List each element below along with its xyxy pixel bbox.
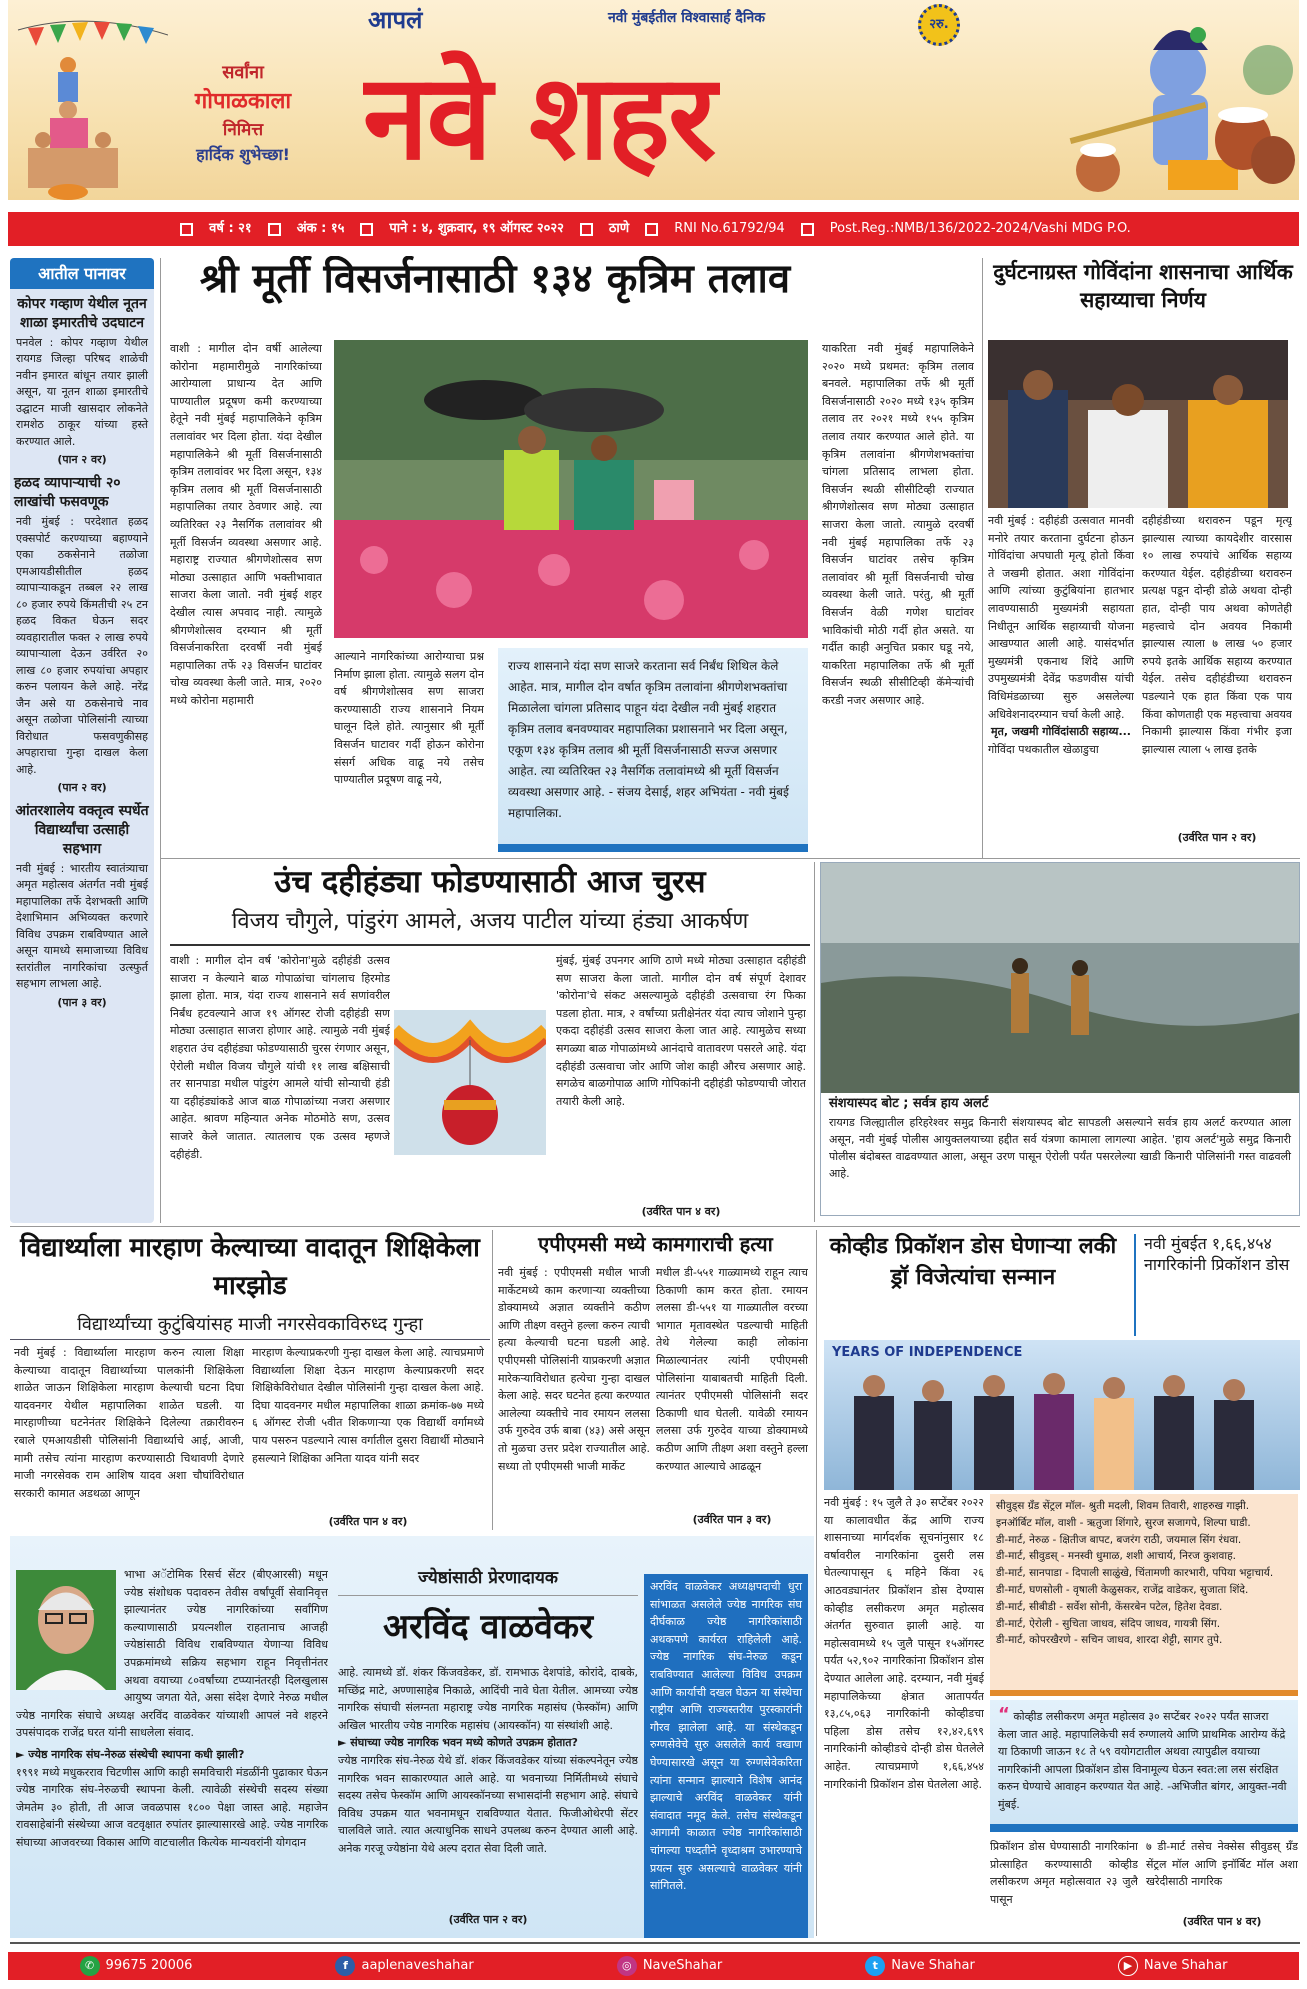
volume-label: वर्ष : २१ [209,220,252,236]
lead-column-1: वाशी : मागील दोन वर्षी आलेल्या कोरोना महामारीमुळे नागरिकांच्या आरोग्याला प्राधान्य देत आणि पाण्यातील प्रदूषण कमी करण्याच्या हेतूने नवी मुंबई महापालिकेने कृत्रिम तलावांवर भर दिला होता. यंदा देखील महापालिकेने श्री मूर्ती विसर्जनासाठी कृत्रिम तलावांवर भर दिला असून, १३४ कृत्रिम तलाव श्री मूर्ती विसर्जनासाठी महापालिका तयार ठेवणार आहे. त्या व्यतिरिक्त २३ नैसर्गिक तलावांवर श्री मूर्ती विसर्जन व्यवस्था असणार आहे. महाराष्ट्र राज्यात श्रीगणेशोत्सव सण मोठ्या उत्साहात आणि भक्तीभावात साजरा केला जातो. नवी मुंबई शहर देखील त्यास अपवाद नाही. त्यामुळे श्रीगणेशोत्सव दरम्यान श्री मूर्ती विसर्जनाकरिता दरवर्षी नवी मुंबई महापालिका तर्फे २३ विसर्जन घाटांवर चोख व्यवस्था केली जाते. मात्र, २०२० मध्ये कोरोना महामारी [170,342,322,707]
senior-body: आहे. त्यामध्ये डॉ. शंकर किंजवडेकर, डॉ. रामभाऊ देशपांडे, कोरांदे, दाबके, मच्छिंद्र माटे, अण्णासाहेब निकाळे, आदिंची नावे घेता येतील. आमच्या ज्येष्ठ नागरिक संघाची संलग्नता महाराष्ट्र ज्येष्ठ नागरिक महासंघ (फेस्कॉम) आणि अखिल भारतीय ज्येष्ठ नागरिक महासंघ (आयस्कॉन) या संस्थांशी आहे. [338,1666,638,1732]
dahihandi-column-2: मुंबई, मुंबई उपनगर आणि ठाणे मध्ये मोठ्या उत्साहात दहीहंडी सण साजरा केला जातो. मागील दोन वर्ष संपूर्ण देशावर 'कोरोना'चे संकट असल्यामुळे दहीहंडी उत्सवाचा रंग फिका पडला होता. मात्र, २ वर्षांच्या प्रतीक्षेनंतर यंदा त्याच जोशाने पुन्हा एकदा दहीहंडी उत्सव साजरा केला जात आहे. त्यामुळेच सध्या सगळ्या बाळ गोपाळांमध्ये आनंदाचे वातावरण पसरले आहे. यंदा दहीहंडी उत्सवाचा जोर आणि जोश काही औरच असणार आहे. सगळेच बाळगोपाळ आणि गोपिकांनी दहीहंडी फोडण्याची जोरात तयारी केली आहे. [556,954,806,1108]
govinda-column-1 [988,512,1134,852]
feature-headline[interactable]: अरविंद वाळवेकर [383,1607,593,1647]
footer-label: aaplenaveshahar [361,1957,474,1973]
winner-entry: डी-मार्ट, सीबीडी - सर्वेश सोनी, केंसरबेन पटेल, हितेश देवडा. [996,1600,1223,1613]
govinda-headline[interactable]: दुर्घटनाग्रस्त गोविंदांना शासनाचा आर्थिक सहाय्याचा निर्णय [993,260,1293,313]
interview-answer: १९९१ मध्ये मधुकरराव चिटणीस आणि काही समविचारी मंडळींनी पुढाकार घेऊन ज्येष्ठ नागरिक संघ-नेरुळची स्थापना केली. त्यावेळी संस्थेची सदस्य संख्या जेमतेम ३० होती, ती आज जवळपास १८०० पेक्षा जास्त आहे. महाजेन रावसाहेबांनी संस्थेच्या आज वटवृक्षात रुपांतर झाल्यासारखे आहे. ज्येष्ठ नागरिक संघाच्या आजवरच्या विकास आणि वाटचालीत कित्येक मान्यवरांनी योगदान [16,1765,328,1849]
dahi-handi-pot-photo [394,1010,546,1155]
sidebar-header: आतील पानावर [10,258,154,289]
story-title[interactable]: कोपर गव्हाण येथील नूतन शाळा इमारतीचे उदघाटन [17,296,147,332]
continued-link[interactable]: (उर्वरित पान २ वर) [1177,831,1257,844]
covid-winners-photo [824,1340,1300,1490]
lead-column-2: आल्याने नागरिकांच्या आरोग्याचा प्रश्न निर्माण झाला होता. त्यामुळे सलग दोन वर्ष श्रीगणेशोत्सव सण साजरा करण्यासाठी राज्य शासनाने नियम घालून दिले होते. त्यानुसार श्री मूर्ती विसर्जन घाटावर गर्दी होऊन कोरोना संसर्ग अधिक वाढू नये तसेच पाण्यातील प्रदूषण वाढू नये, [334,650,484,787]
section-divider [10,1942,1300,1944]
story-title[interactable]: हळद व्यापाऱ्याची २० लाखांची फसवणूक [14,475,121,511]
section-divider [160,858,1300,859]
continued-link[interactable]: (उर्वरित पान ४ वर) [1182,1915,1262,1928]
teacher-headline[interactable]: विद्यार्थ्याला मारहाण केल्याच्या वादातून शिक्षिकेला मारझोड [20,1233,480,1301]
winner-entry: डी-मार्ट, सीवुडस् - मनस्वी धुमाळ, शशी आचार्य, निरज कुशवाह. [996,1550,1236,1563]
continued-link[interactable]: (पान २ वर) [57,781,107,795]
bullet-square-icon [645,223,658,236]
apmc-column-1: नवी मुंबई : एपीएमसी मधील भाजी मार्केटमध्ये काम करणाऱ्या व्यक्तीच्या डोक्यामध्ये अज्ञात व्यक्तीने कठीण आणि तीक्ष्ण वस्तुने हल्ला करुन त्याची हत्या केल्याची घटना घडली आहे. एपीएमसी पोलिसांनी याप्रकरणी अज्ञात मारेकऱ्याविरोधात हत्येचा गुन्हा दाखल केला आहे. सदर घटनेत हत्या करण्यात आलेल्या व्यक्तीचे नाव रमायन ललसा उर्फ गुरुदेव उर्फ बाबा (४३) असे असून तो मुळचा उत्तर प्रदेश राज्यातील आहे. सध्या तो एपीएमसी भाजी मार्केट [498,1266,650,1473]
people-silhouettes [824,1366,1300,1490]
column-divider [982,258,983,858]
youtube-link[interactable] [1118,1956,1228,1976]
covid-stat-box: नवी मुंबईत १,६६,४५४ नागरिकांनी प्रिकॉशन डोस [1134,1234,1298,1336]
bullet-square-icon [580,223,593,236]
instagram-icon: ◎ [617,1956,637,1976]
lucky-draw-winners-list [990,1494,1298,1696]
idol-immersion-photo [334,340,808,638]
continued-link[interactable]: (पान ३ वर) [57,995,107,1009]
date-label: पाने : ४, शुक्रवार, १९ ऑगस्ट २०२२ [389,220,564,236]
sidebar-story[interactable] [10,295,154,468]
continued-link[interactable]: (पान २ वर) [57,453,107,467]
social-footer [8,1952,1299,1980]
logo-prefix: आपलं [368,6,423,34]
greeting-line: गोपाळकाला [194,89,292,115]
interview-answer: ज्येष्ठ नागरिक संघ-नेरुळ येथे डॉ. शंकर किंजवडेकर यांच्या संकल्पनेतून ज्येष्ठ नागरिक भवन साकारण्यात आले आहे. या भवनाच्या निर्मितीमध्ये संघाचे सदस्य तसेच फेस्कॉम आणि आयस्कॉनच्या सभासदांनी सहभाग आहे. संघाचे विविध उपक्रम यात भवनामधून राबविण्यात येतात. फिजीओथेरपी सेंटर चालविले जाते. त्यात अत्याधुनिक साधने उपलब्ध करुन देण्यात आली आहे. अनेक गरजू ज्येष्ठांना येथे अल्प दरात सेवा दिली जाते. [338,1753,638,1855]
dahihandi-column-1: वाशी : मागील दोन वर्ष 'कोरोना'मुळे दहीहंडी उत्सव साजरा न केल्याने बाळ गोपाळांचा चांगलाच हिरमोड झाला होता. मात्र, यंदा राज्य शासनाने सर्व सणांवरील निर्बंध हटवल्याने आज १९ ऑगस्ट रोजी दहीहंडी सण मोठ्या उत्साहात साजरा होणार आहे. त्यामुळे नवी मुंबई शहरात उंच दहीहंड्या फोडण्यासाठी चुरस रंगणार असून, ऐरोली मधील विजय चौगुले यांची ११ लाख बक्षिसाची तर सानपाडा मधील पांडुरंग आमले यांची सोन्याची हंडी या दहीहंड्यांकडे आज बाळ गोपाळांच्या नजरा असणार आहेत. श्रावण महिन्यात अनेक मोठमोठे सण, उत्सव साजरे केले जातात. त्यातलाच एक उत्सव म्हणजे दहीहंडी. [170,954,390,1161]
senior-column-2 [338,1664,638,1904]
whatsapp-link[interactable] [80,1956,193,1976]
story-title[interactable]: आंतरशालेय वक्तृत्व स्पर्धेत विद्यार्थ्यांचा उत्साही सहभाग [15,803,149,857]
winner-entry: डी-मार्ट, घणसोली - वृषाली केळुसकर, राजेंद्र वाडेकर, सुजाता शिंदे. [996,1583,1249,1596]
column-divider [492,1230,493,1530]
quote-mark-icon: “ [998,1704,1010,1725]
question-text: संघाच्या ज्येष्ठ नागरिक भवन मध्ये कोणते उपक्रम होतात? [350,1736,578,1750]
dahihandi-subheadline: विजय चौगुले, पांडुरंग आमले, अजय पाटील यांच्या हंड्या आकर्षण [170,906,810,946]
commissioner-quote: कोव्हीड लसीकरण अमृत महोत्सव ३० सप्टेंबर २०२२ पर्यंत साजरा केला जात आहे. महापालिकेची सर्व रुग्णालये आणि प्राथमिक आरोग्य केंद्रे या ठिकाणी जाऊन १८ ते ५९ वयोगटातील अथवा त्यापुढील वयाच्या नागरिकांनी आपला प्रिकॉशन डोस विनामूल्य घेऊन स्वत:ला लस संरक्षित करुन घेण्याचे आवाहन करण्यात येत आहे. -अभिजीत बांगर, आयुक्त-नवी मुंबई. [998,1710,1287,1811]
interview-question: ► संघाच्या ज्येष्ठ नागरिक भवन मध्ये कोणते उपक्रम होतात? [338,1736,578,1750]
newspaper-logo: नवे शहर [363,48,715,186]
engineer-quote-box: राज्य शासनाने यंदा सण साजरे करताना सर्व निर्बंध शिथिल केले आहेत. मात्र, मागील दोन वर्षात कृत्रिम तलावांना श्रीगणेशभक्तांचा मिळालेला चांगला प्रतिसाद पाहून यंदा देखील नवी मुंबई शहरात कृत्रिम तलाव बनवण्यावर महापालिका प्रशासनाने भर दिला असून, एकूण १३४ कृत्रिम तलाव श्री मूर्ती विसर्जनासाठी सज्ज असणार आहेत. त्या व्यतिरिक्त २३ नैसर्गिक तलावांमध्ये श्री मूर्ती विसर्जन व्यवस्था असणार आहे. - संजय देसाई, शहर अभियंता - नवी मुंबई महापालिका. [498,648,808,852]
covid-headline[interactable]: कोव्हीड प्रिकॉशन डोस घेणाऱ्या लकी ड्रॉ विजेत्यांचा सन्मान [829,1234,1117,1290]
covid-column-2: प्रिकॉशन डोस घेण्यासाठी नागरिकांना प्रोत्साहित करण्यासाठी कोव्हीड लसीकरण अमृत महोत्सवात २३ जुलै पासून [990,1840,1138,1906]
photo-banner-text: YEARS OF INDEPENDENCE [832,1345,1023,1360]
festival-greeting [168,60,318,166]
story-body: नवी मुंबई : भारतीय स्वातंत्र्याचा अमृत महोत्सव अंतर्गत नवी मुंबई महापालिका तर्फे देशभक्ती आणि देशाभिमान अभिव्यक्त करणारे विविध उपक्रम राबविण्यात आले असून यामध्ये समाजाच्या विविध स्तरांतील नागरिकांचा उत्स्फुर्त सहभाग लाभला आहे. [16,861,148,991]
teacher-column-1: नवी मुंबई : विद्यार्थ्याला मारहाण करुन त्याला शिक्षा केल्याच्या वादातून विद्यार्थ्याच्या पालकांनी शिक्षिकेला शाळेत जाऊन शिक्षिकेला मारहाण केल्याची घटना दिघा यादवनगर येथील महापालिका शाळेत घडली. या मारहाणीच्या घटनेनंतर शिक्षिकेने दिलेल्या तक्रारीवरुन रबाले एमआयडीसी पोलिसांनी विद्यार्थ्याचे आई, आजी, मामी तसेच त्यांना मारहाण करण्यासाठी चिथावणी देणारे माजी नगरसेवक राम आशिष यादव अशा चौघांविरोधात सरकारी कामात अडथळा आणून [14,1346,244,1500]
footer-label: NaveShahar [642,1957,723,1973]
issue-label: अंक : १५ [296,220,345,236]
footer-label: Nave Shahar [891,1957,975,1973]
twitter-link[interactable] [865,1956,975,1976]
winner-entry: डी-मार्ट, कोपरखैरणे - सचिन जाधव, शारदा शेट्टी, सागर तुपे. [996,1634,1223,1647]
continued-link[interactable]: (उर्वरित पान ४ वर) [328,1515,408,1528]
govinda-body: नवी मुंबई : दहीहंडी उत्सवात मानवी मनोरे तयार करताना दुर्घटना होऊन गोविंदांचा अपघाती मृत्यू होतो किंवा ते जखमी होतात. अशा गोविंदांना आणि त्यांच्या कुटुंबियांना हातभार लावण्यासाठी मुख्यमंत्री सहायता निधीतून आर्थिक सहाय्याची योजना आखण्यात आली आहे. यासंदर्भात मुख्यमंत्री एकनाथ शिंदे आणि उपमुख्यमंत्री देवेंद्र फडणवीस यांची विधिमंडळाच्या सुरु असलेल्या अधिवेशनादरम्यान चर्चा केली आहे. [988,514,1134,721]
injured-govinda-photo [988,340,1288,508]
whatsapp-icon: ✆ [80,1956,100,1976]
apmc-headline[interactable]: एपीएमसी मध्ये कामगाराची हत्या [538,1232,773,1256]
city-label: ठाणे [608,220,630,236]
winner-entry: डी-मार्ट, नेरुळ - क्षितीज बापट, बजरंग राठी, जयमाल सिंग रंधवा. [996,1533,1242,1546]
senior-intro: भाभा अॅटोमिक रिसर्च सेंटर (बीएआरसी) मधून ज्येष्ठ संशोधक पदावरुन तेवीस वर्षांपूर्वी सेवानिवृत्त झाल्यानंतर ज्येष्ठ नागरिकांच्या सर्वांगिण कल्याणासाठी प्रयत्नशील राहतानाच आजही ज्येष्ठांसाठी विविध राबविण्यात येणाऱ्या विविध उपक्रमांमध्ये सक्रिय सहभाग राहून निवृत्तीनंतर अथवा वयाच्या ८०वर्षांच्या टप्प्यानंतरही दिलखुलास आयुष्य जगता येते, असा संदेश देणारे नेरुळ मधील ज्येष्ठ नागरिक संघाचे अध्यक्ष अरविंद वाळवेकर यांच्याशी आपलं नवे शहरने उपसंपादक राजेंद्र घरत यांनी साधलेला संवाद. [16,1568,328,1740]
facebook-link[interactable] [335,1956,473,1976]
feature-kicker: ज्येष्ठांसाठी प्रेरणादायक [338,1566,638,1596]
bullet-square-icon [180,223,193,236]
section-divider [10,1226,1300,1227]
sidebar-story[interactable] [10,802,154,1011]
edition-info-bar [8,212,1299,246]
lead-headline[interactable]: श्री मूर्ती विसर्जनासाठी १३४ कृत्रिम तलाव [199,256,791,302]
twitter-icon: t [865,1956,885,1976]
apmc-column-2: मधील डी-५५१ गाळ्यामध्ये राहून त्याच ठिकाणी काम करत होता. रमायन ललसा डी-५५१ या गाळ्यातील वरच्या भागात मृतावस्थेत पडल्याची माहिती तेथे गेलेल्या काही लोकांना मिळाल्यानंतर त्यांनी एपीएमसी पोलिसांना याबाबतची माहिती दिली. त्यानंतर एपीएमसी पोलिसांनी सदर ठिकाणी धाव घेतली. यावेळी रमायन ललसा उर्फ गुरुदेव याच्या डोक्यामध्ये कठीण आणि तीक्ष्ण अशा वस्तुने हल्ला करण्यात आल्याचे आढळून [656,1266,808,1473]
dahihandi-headline[interactable]: उंच दहीहंड्या फोडण्यासाठी आज चुरस [274,864,706,900]
covid-column-1: नवी मुंबई : १५ जुलै ते ३० सप्टेंबर २०२२ या कालावधीत केंद्र आणि राज्य शासनाच्या मार्गदर्शक सूचनांनुसार १८ वर्षावरील नागरिकांना दुसरी लस घेतल्यापासून ६ महिने किंवा २६ आठवड्यानंतर प्रिकॉशन डोस देण्यास कोव्हीड लसीकरण अमृत महोत्सव अंतर्गत सुरुवात झाली आहे. या महोत्सवामध्ये १५ जुलै पासून १५ऑगस्ट पर्यंत ५२,९०२ नागरिकांना प्रिकॉशन डोस देण्यात आलेला आहे. दरम्यान, नवी मुंबई महापालिकेच्या क्षेत्रात आतापर्यंत १३,८५,०६३ नागरिकांनी कोव्हीडचा पहिला डोस तसेच १२,४२,६९९ नागरिकांनी कोव्हीडचे दोन्ही डोस घेतलेले आहेत. त्याचप्रमाणे १,६६,४५४ नागरिकांनी प्रिकॉशन डोस घेतलेला आहे. [824,1496,984,1791]
lead-column-3: याकरिता नवी मुंबई महापालिकेने २०२० मध्ये प्रथमत: कृत्रिम तलाव बनवले. महापालिका तर्फे श्री मूर्ती विसर्जनासाठी २०२० मध्ये १३५ कृत्रिम तलाव तर २०२१ मध्ये १५५ कृत्रिम तलाव तयार करण्यात आले होते. या कृत्रिम तलावांना श्रीगणेशभक्तांचा चांगला प्रतिसाद लाभला होता. विसर्जन स्थळी सीसीटिव्ही राज्यात श्रीगणेशोत्सव सण मोठ्या उत्साहात साजरा केला जातो. त्यामुळे दरवर्षी नवी मुंबई महापालिका तर्फे २३ विसर्जन घाटांवर तसेच कृत्रिम तलावांवर श्री मूर्ती विसर्जनाची चोख व्यवस्था केली जाते. परंतु, श्री मूर्ती विसर्जन वेळी गणेश घाटांवर भाविकांची मोठी गर्दी होत असते. या गर्दीत काही अनुचित प्रकार घडू नये, याकरिता महापालिका तर्फे श्री मूर्ती विसर्जन स्थळी सीसीटिव्ही कॅमेऱ्यांची करडी नजर असणार आहे. [822,342,974,707]
winner-entry: डी-मार्ट, ऐरोली - सुचिता जाधव, संदिप जाधव, गायत्री सिंग. [996,1617,1221,1630]
youtube-icon: ▶ [1118,1956,1138,1976]
facebook-icon: f [335,1956,355,1976]
dahi-handi-illustration [8,10,168,200]
interview-question: ► ज्येष्ठ नागरिक संघ-नेरुळ संस्थेची स्थापना कधी झाली? [16,1747,245,1761]
footer-label: 99675 20006 [105,1957,193,1973]
column-divider [160,258,161,1223]
winner-entry: इनऑर्बिट मॉल, वाशी - ऋतुजा शिंगारे, सुरज सजागपे, शिल्पा घाडी. [996,1516,1251,1529]
govinda-column-2: दहीहंडीच्या थरावरुन पडून मृत्यू झाल्यास त्याच्या कायदेशीर वारसास १० लाख रुपयांचे आर्थिक सहाय्य करण्यात येईल. दहीहंडीच्या थरावरुन प्रत्यक्ष पडून दोन्ही डोळे अथवा दोन्ही हात, दोन्ही पाय अथवा कोणतेही महत्त्वाचे दोन अवयव निकामी झाल्यास त्याला ७ लाख ५० हजार रुपये इतके आर्थिक सहाय्य करण्यात येईल. तसेच दहीहंडीच्या थरावरुन पडल्याने एक हात किंवा एक पाय किंवा कोणताही एक महत्त्वाचा अवयव निकामी झाल्यास किंवा गंभीर इजा झाल्यास त्याला ५ लाख इतके [1142,514,1292,756]
winner-entry: सीवुड्स ग्रँड सेंट्रल मॉल- श्रुती मदली, शिवम तिवारी, शाहरुख गाझी. [996,1500,1250,1512]
greeting-line: निमित्त [222,119,264,140]
continued-link[interactable]: (उर्वरित पान ४ वर) [641,1205,721,1218]
price-badge: २रु. [918,4,960,46]
govinda-subhead: मृत, जखमी गोविंदांसाठी सहाय्य... [991,725,1131,739]
continued-link[interactable]: (उर्वरित पान ३ वर) [692,1513,772,1526]
teacher-column-2: मारहाण केल्याप्रकरणी गुन्हा दाखल केला आहे. त्याचप्रमाणे विद्यार्थ्याला शिक्षा देऊन मारहाण केल्याप्रकरणी सदर शिक्षिकेविरोधात देखील पोलिसांनी गुन्हा दाखल केला आहे. दिघा यादवनगर मधील महापालिका शाळा क्रमांक-७७ मध्ये ६ ऑगस्ट रोजी ५वीत शिकणाऱ्या एक विद्यार्थी वर्गामध्ये पाय पसरुन पडल्याने त्यास वर्गातील दुसरा विद्यार्थी मोठ्याने हसल्याने शिक्षिका अनिता यादव यांनी सदर [252,1346,484,1465]
continued-link[interactable]: (उर्वरित पान २ वर) [448,1913,528,1926]
covid-column-3: ७ डी-मार्ट तसेच नेक्सेस सीवुडस् ग्रँड सेंट्रल मॉल आणि इनॉर्बिट मॉल अशा खरेदीसाठी नागरिक [1146,1840,1298,1889]
coast-police-photo [821,863,1299,1093]
boat-photo-story [820,862,1300,1216]
question-text: ज्येष्ठ नागरिक संघ-नेरुळ संस्थेची स्थापना कधी झाली? [28,1747,245,1761]
winner-entry: डी-मार्ट, सानपाडा - दिपाली साळुंखे, चिंतामणी कारभारी, पपिया भट्टाचार्य. [996,1567,1274,1580]
govinda-body-tail: गोविंदा पथकातील खेळाडुचा [988,742,1099,756]
column-divider [816,1230,817,1936]
boat-caption-title: संशयास्पद बोट ; सर्वत्र हाय अलर्ट [829,1096,989,1111]
tagline: नवी मुंबईतील विश्वासार्ह दैनिक [608,10,766,26]
masthead [8,0,1299,200]
greeting-line: सर्वांना [222,62,264,83]
teacher-subheadline: विद्यार्थ्यांच्या कुटुंबियांसह माजी नगरसेवकाविरुध्द गुन्हा [10,1312,490,1340]
senior-highlight-box: अरविंद वाळवेकर अध्यक्षपदाची धुरा सांभाळत असलेले ज्येष्ठ नागरिक संघ दीर्घकाळ ज्येष्ठ नागरिकांसाठी अथकपणे कार्यरत राहिलेली आहे. ज्येष्ठ नागरिक संघ-नेरुळ कडून राबविण्यात आलेल्या विविध उपक्रम आणि कार्याची दखल घेऊन या संस्थेचा राष्ट्रीय आणि राज्यस्तरीय पुरस्कारांनी गौरव झालेला आहे. या संस्थेकडून रुग्णसेवेचे सुरु असलेले कार्य वखाण घेण्यासारखे असून या रुग्णसेवेकरिता त्यांना सन्मान झाल्याने विशेष आनंद झाल्याचे अरविंद वाळवेकर यांनी संवादात नमूद केले. तसेच संस्थेकडून आगामी काळात ज्येष्ठ नागरिकांसाठी चांगल्या पध्दतीने वृध्दाश्रम उभारण्याचे प्रयत्न सुरु असल्याचे वाळवेकर यांनी सांगितले. [644,1574,808,1938]
krishna-illustration [1028,10,1299,200]
rni-label: RNI No.61792/94 [674,220,785,236]
story-body: पनवेल : कोपर गव्हाण येथील रायगड जिल्हा परिषद शाळेची नवीन इमारत बांधून तयार झाली असून, या नूतन शाळा इमारतीचे उद्घाटन माजी खासदार लोकनेते रामशेठ ठाकूर यांच्या हस्ते करण्यात आले. [16,335,148,448]
inside-pages-sidebar [10,258,154,1223]
senior-column-1 [16,1566,328,1932]
arvind-walvekar-portrait [16,1570,116,1690]
instagram-link[interactable] [617,1956,722,1976]
boat-caption-body: रायगड जिल्ह्यातील हरिहरेश्वर समुद्र किनारी संशयास्पद बोट सापडली असल्याने सर्वत्र हाय अलर्ट करण्यात आला असून, नवी मुंबई पोलीस आयुक्तलयाच्या हद्दीत सर्व यंत्रणा कामाला लागल्या आहेत. 'हाय अलर्ट'मुळे समुद्र किनारी पोलीस बंदोबस्त वाढवण्यात आला, असून उरण पासून ऐरोली पर्यंत पसरलेल्या खाडी किनारी पोलिसांनी गस्त वाढवली आहे. [829,1115,1291,1180]
postal-reg-label: Post.Reg.:NMB/136/2022-2024/Vashi MDG P.O. [829,220,1131,236]
column-divider [814,862,815,1222]
story-body: नवी मुंबई : परदेशात हळद एक्सपोर्ट करण्याच्या बहाण्याने एका ठकसेनाने तळोजा एमआयडीसीतील हळद व्यापाऱ्याकडून तब्बल २२ लाख ८० हजार रुपये किंमतीची २५ टन हळद विकत घेऊन सदर व्यवहारातील फक्त २ लाख रुपये व्यापाऱ्याला देऊन उर्वरित २० लाख ८० हजार रुपयांचा अपहार करुन पलायन केले आहे. नरेंद्र जैन असे या ठकसेनाचे नाव असून तळोजा पोलिसांनी त्याच्या विरोधात फसवणुकीसह अपहाराचा गुन्हा दाखल केला आहे. [16,515,148,776]
bullet-square-icon [268,223,281,236]
sidebar-story[interactable] [10,474,154,796]
greeting-line: हार्दिक शुभेच्छा! [196,144,290,164]
bullet-square-icon [801,223,814,236]
footer-label: Nave Shahar [1143,1957,1228,1973]
commissioner-quote-box [990,1700,1298,1832]
bullet-square-icon [360,223,373,236]
